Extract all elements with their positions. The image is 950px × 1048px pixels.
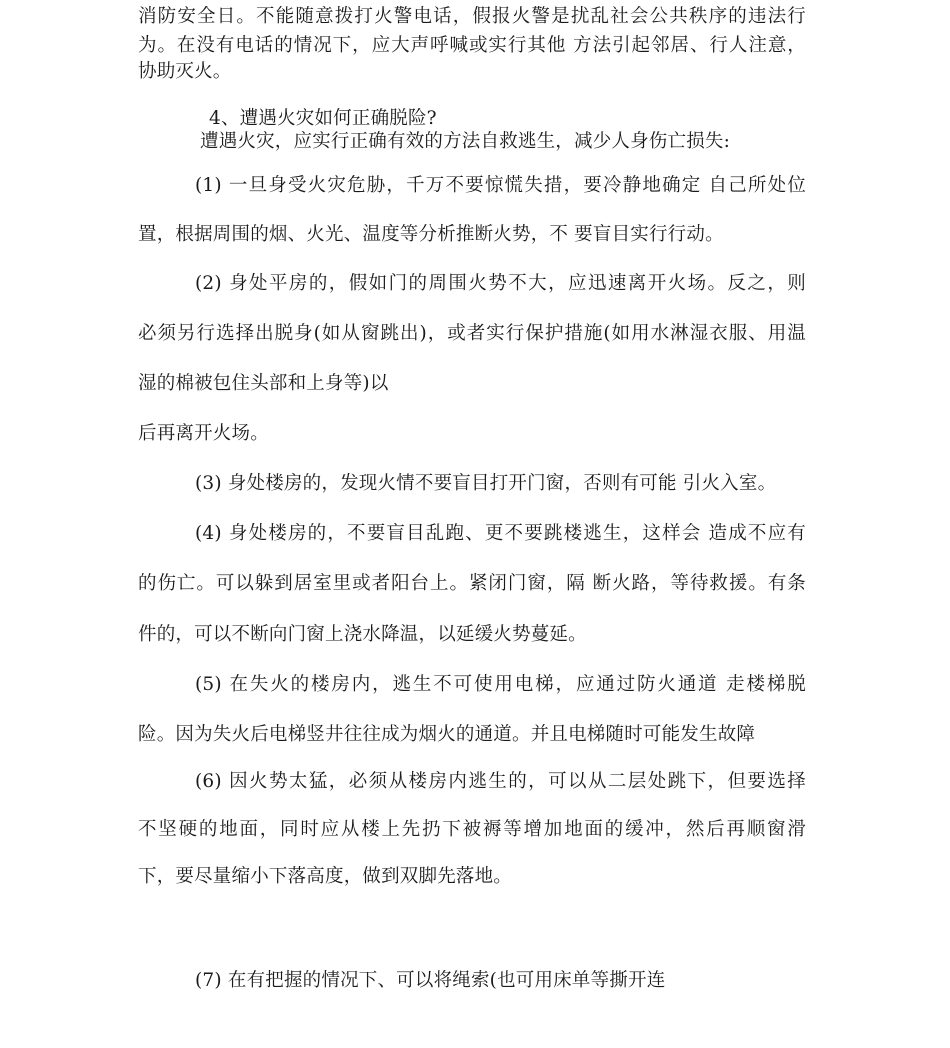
- paragraph-line: (5) 在失火的楼房内，逃生不可使用电梯，应通过防火通道 走楼梯脱: [195, 674, 806, 695]
- paragraph-line: 必须另行选择出脱身(如从窗跳出)，或者实行保护措施(如用水淋湿衣服、用温: [138, 323, 806, 344]
- intro-line: 消防安全日。不能随意拨打火警电话，假报火警是扰乱社会公共秩序的违法行: [138, 6, 806, 27]
- paragraph-line: 下，要尽量缩小下落高度，做到双脚先落地。: [138, 866, 513, 887]
- intro-line: 协助灭火。: [138, 61, 232, 82]
- paragraph-line: 险。因为失火后电梯竖井往往成为烟火的通道。并且电梯随时可能发生故障: [138, 724, 756, 745]
- paragraph-line: 不坚硬的地面，同时应从楼上先扔下被褥等增加地面的缓冲，然后再顺窗滑: [138, 819, 806, 840]
- paragraph-line: (4) 身处楼房的，不要盲目乱跑、更不要跳楼逃生，这样会 造成不应有: [195, 523, 806, 544]
- section-lead: 遭遇火灾，应实行正确有效的方法自救逃生，减少人身伤亡损失:: [200, 131, 731, 152]
- paragraph-line: 的伤亡。可以躲到居室里或者阳台上。紧闭门窗，隔 断火路，等待救援。有条: [138, 573, 806, 594]
- paragraph-line: (6) 因火势太猛，必须从楼房内逃生的，可以从二层处跳下，但要选择: [195, 771, 806, 792]
- paragraph-line: 置，根据周围的烟、火光、温度等分析推断火势，不 要盲目实行行动。: [138, 224, 724, 245]
- paragraph-line: (3) 身处楼房的，发现火情不要盲目打开门窗，否则有可能 引火入室。: [195, 473, 777, 494]
- paragraph-line: 件的，可以不断向门窗上浇水降温，以延缓火势蔓延。: [138, 624, 587, 645]
- paragraph-line: 湿的棉被包住头部和上身等)以: [138, 373, 389, 394]
- paragraph-line: (1) 一旦身受火灾危胁，千万不要惊慌失措，要冷静地确定 自己所处位: [195, 175, 806, 196]
- intro-line: 为。在没有电话的情况下，应大声呼喊或实行其他 方法引起邻居、行人注意，: [138, 35, 806, 56]
- section-heading: 4、遭遇火灾如何正确脱险?: [209, 108, 437, 129]
- paragraph-line: (7) 在有把握的情况下、可以将绳索(也可用床单等撕开连: [195, 970, 666, 991]
- paragraph-line: 后再离开火场。: [138, 423, 269, 444]
- paragraph-line: (2) 身处平房的，假如门的周围火势不大，应迅速离开火场。反之，则: [195, 273, 806, 294]
